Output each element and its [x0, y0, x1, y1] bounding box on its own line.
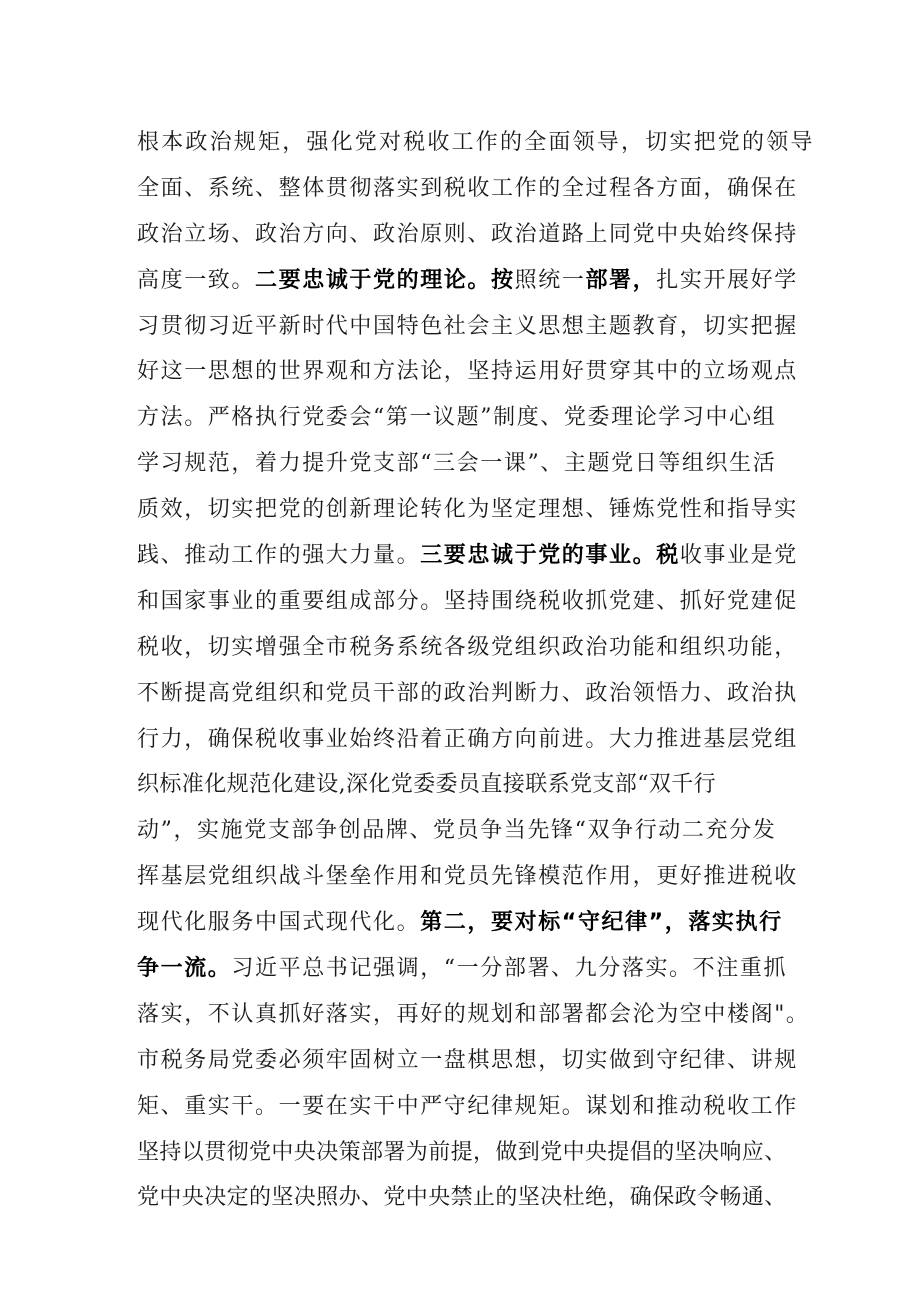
line-text: 根本政治规矩，强化党对税收工作的全面领导，切实把党的领导 — [137, 130, 815, 155]
line-text: 动”，实施党支部争创品牌、党员争当先锋“双争行动二充分发 — [137, 818, 777, 844]
line-text: 方法。严格执行党委会“第一议题”制度、党委理论学习中心组 — [137, 405, 777, 431]
text-line-20 — [137, 992, 810, 1038]
text-line-15 — [137, 762, 797, 808]
text-line-14 — [137, 717, 797, 763]
text-line-17 — [137, 854, 797, 900]
text-line-5 — [137, 304, 797, 350]
line-text: 党中央决定的坚决照办、党中央禁止的坚决杜绝，确保政令畅通、 — [137, 1185, 787, 1211]
line-text: 学习规范，着力提升党支部“三会一课”、主题党日等组织生活 — [137, 451, 777, 477]
line-text: 习近平总书记强调，“一分部署、九分落实。不注重抓 — [231, 956, 788, 982]
line-text: 市税务局党委必须牢固树立一盘棋思想，切实做到守纪律、讲规 — [137, 1047, 798, 1073]
bold-heading: 部署， — [585, 267, 657, 293]
line-text: 习贯彻习近平新时代中国特色社会主义思想主题教育，切实把握 — [137, 313, 798, 339]
line-text: 践、推动工作的强大力量。 — [137, 543, 421, 569]
line-text: 和国家事业的重要组成部分。坚持围绕税收抓党建、抓好党建促 — [137, 588, 798, 614]
text-line-11 — [137, 579, 797, 625]
text-line-3 — [137, 212, 797, 258]
bold-heading: 三要忠诚于党的事业。税 — [420, 543, 680, 569]
bold-heading: 第二，要对标“守纪律”，落实执行 — [420, 910, 783, 936]
text-line-1 — [137, 120, 815, 166]
line-text: 现代化服务中国式现代化。 — [137, 910, 421, 936]
text-line-16 — [137, 808, 797, 854]
bold-heading: 二要忠诚于党的理论。按 — [255, 267, 515, 293]
bold-heading: 争一流。 — [137, 956, 232, 982]
line-text: 挥基层党组织战斗堡垒作用和党员先锋模范作用，更好推进税收 — [137, 864, 798, 890]
line-text: 不断提高党组织和党员干部的政治判断力、政治领悟力、政治执 — [137, 680, 798, 706]
body-text — [137, 120, 815, 1221]
line-text: 收事业是党 — [679, 543, 798, 569]
text-line-12 — [137, 625, 797, 671]
line-text: 税收，切实增强全市税务系统各级党组织政治功能和组织功能， — [137, 634, 798, 660]
line-text: 织标准化规范化建设,深化党委委员直接联系党支部“双千行 — [137, 772, 717, 798]
line-text: 行力，确保税收事业始终沿着正确方向前进。大力推进基层党组 — [137, 726, 798, 752]
line-text: 高度一致。 — [137, 267, 256, 293]
line-text: 照统一 — [514, 267, 586, 293]
text-line-13 — [137, 671, 797, 717]
text-line-9 — [137, 487, 797, 533]
text-line-22 — [137, 1084, 797, 1130]
text-line-8 — [137, 441, 797, 487]
text-line-10 — [137, 533, 797, 579]
line-text: 政治立场、政治方向、政治原则、政治道路上同党中央始终保持 — [137, 221, 798, 247]
text-line-24 — [137, 1175, 797, 1221]
text-line-7 — [137, 395, 797, 441]
line-text: 质效，切实把党的创新理论转化为坚定理想、锤炼党性和指导实 — [137, 497, 798, 523]
line-text: 矩、重实干。一要在实干中严守纪律规矩。谋划和推动税收工作 — [137, 1093, 798, 1119]
line-text: 落实，不认真抓好落实，再好的规划和部署都会沦为空中楼阁"。 — [137, 1001, 810, 1027]
line-text: 全面、系统、整体贯彻落实到税收工作的全过程各方面，确保在 — [137, 175, 798, 201]
text-line-19 — [137, 946, 797, 992]
line-text: 好这一思想的世界观和方法论，坚持运用好贯穿其中的立场观点 — [137, 359, 798, 385]
text-line-4 — [137, 258, 797, 304]
line-text: 扎实开展好学 — [656, 267, 798, 293]
text-line-21 — [137, 1038, 797, 1084]
text-line-6 — [137, 349, 797, 395]
text-line-2 — [137, 166, 797, 212]
text-line-18 — [137, 900, 797, 946]
text-line-23 — [137, 1130, 797, 1176]
line-text: 坚持以贯彻党中央决策部署为前提，做到党中央提倡的坚决响应、 — [137, 1139, 787, 1165]
